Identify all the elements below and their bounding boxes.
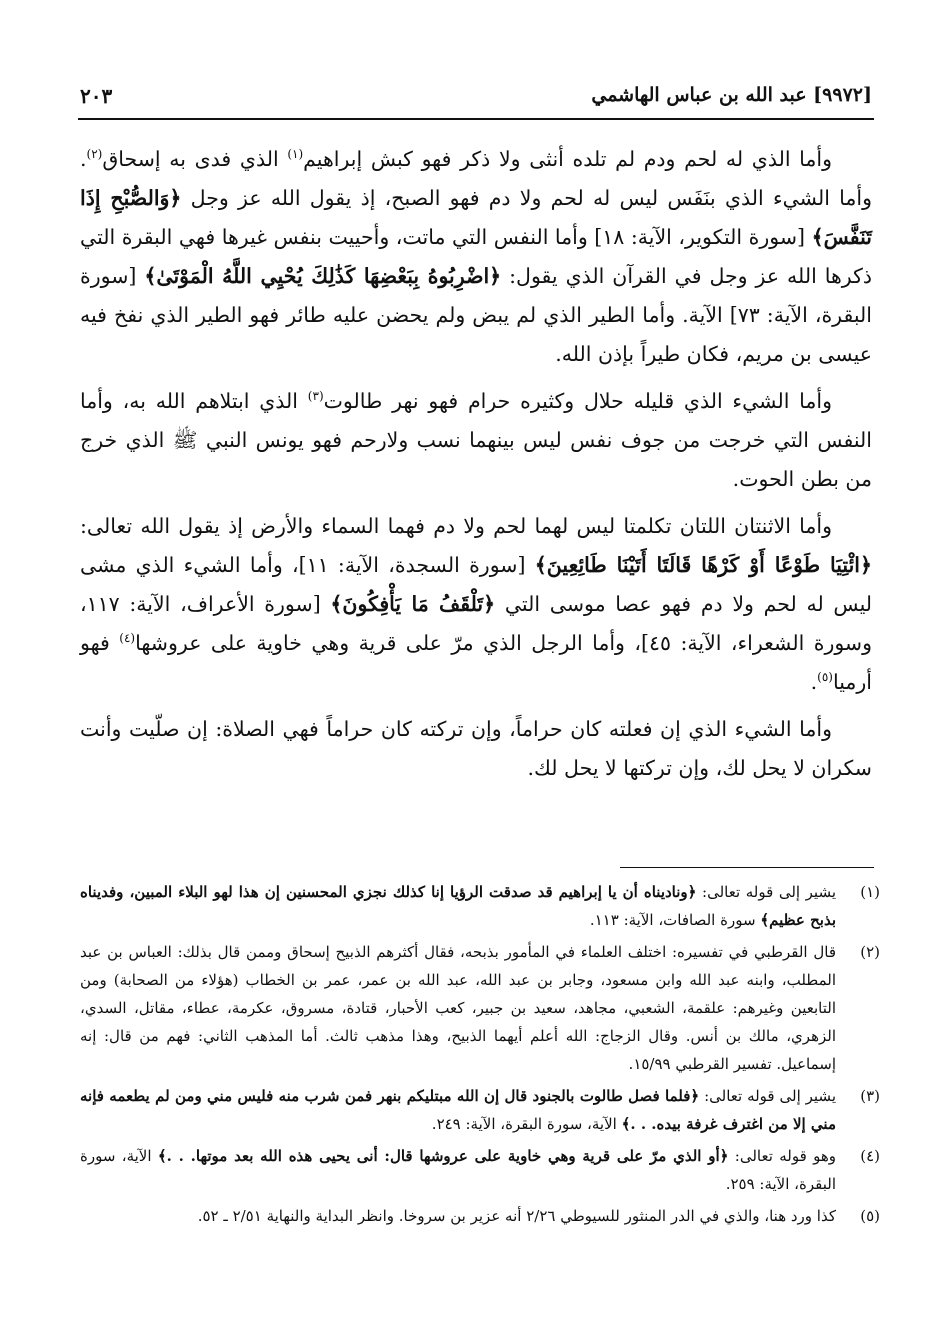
footnote-number: (١) — [860, 883, 880, 901]
text-segment: الذي فدى به إسحاق — [102, 147, 288, 171]
fn-plain: الآية، سورة البقرة، الآية: ٢٤٩. — [431, 1115, 622, 1133]
main-text — [80, 140, 872, 796]
text-segment: وأما الشيء الذي إن فعلته كان حراماً، وإن تركته كان حراماً فهي الصلاة: إن صلّيت وأنت سكران لا يحل لك، وإن تركتها لا يحل لك. — [80, 717, 872, 780]
footnote-item — [80, 1202, 880, 1230]
footnote-number: (٥) — [860, 1207, 880, 1225]
footnote-item — [80, 1082, 880, 1138]
footnote-text — [80, 938, 836, 1078]
fn-plain: كذا ورد هنا، والذي في الدر المنثور للسيوطي ٢/٢٦ أنه عزير بن سروخا. وانظر البداية والنهاية ٢/٥١ ـ ٥٢. — [197, 1207, 836, 1225]
text-segment: [سورة البقرة، الآية: ٧٣] الآية. وأما الطير الذي لم يبض ولم يحضن عليه طائر فهو الطير الذي نفخ فيه عيسى بن مريم، فكان طيراً بإذن الله. — [80, 264, 872, 366]
footnote-text — [80, 1082, 836, 1138]
paragraph-3 — [80, 507, 872, 702]
footnote-number: (٣) — [860, 1087, 880, 1105]
fn-quote: ﴿أو الذي مرّ على قرية وهي خاوية على عروشها قال: أنى يحيى هذه الله بعد موتها. . .﴾ — [157, 1147, 729, 1165]
quran-quote: ﴿ائْتِيَا طَوْعًا أَوْ كَرْهًا قَالَتَا أَتَيْنَا طَائِعِينَ﴾ — [534, 553, 873, 577]
running-header — [80, 82, 872, 116]
footnote-ref: (٣) — [307, 389, 324, 404]
footnote-item — [80, 938, 880, 1078]
fn-plain: وهو قوله تعالى: — [728, 1147, 836, 1165]
text-segment: وأما الذي له لحم ودم لم تلده أنثى ولا ذكر فهو كبش إبراهيم — [303, 147, 833, 171]
fn-plain: يشير إلى قوله تعالى: — [696, 883, 837, 901]
header-title: [٩٩٧٢] عبد الله بن عباس الهاشمي — [591, 84, 872, 106]
footnote-separator — [620, 867, 874, 868]
footnote-number: (٤) — [860, 1147, 880, 1165]
text-segment: وأما الاثنتان اللتان تكلمتا ليس لهما لحم ولا دم فهما السماء والأرض إذ يقول الله تعالى: — [80, 514, 832, 538]
text-segment: . وأما الشيء الذي بنَفَس ليس له لحم ولا دم فهو الصبح، إذ يقول الله عز وجل — [80, 147, 872, 210]
text-segment: [سورة الأعراف، الآية: ١١٧، وسورة الشعراء، الآية: ٤٥]، وأما الرجل الذي مرّ على قرية وهي خاوية على عروشها — [80, 592, 873, 655]
text-segment: فهو أرميا — [80, 631, 872, 694]
footnote-text — [80, 1202, 836, 1230]
fn-quote: ﴿وناديناه أن يا إبراهيم قد صدقت الرؤيا إنا كذلك نجزي المحسنين إن هذا لهو البلاء المبين، وفديناه بذبح عظيم﴾ — [80, 883, 836, 929]
paragraph-1 — [80, 140, 872, 374]
footnotes — [80, 878, 880, 1234]
quran-quote: ﴿تَلْقَفُ مَا يَأْفِكُونَ﴾ — [330, 592, 496, 616]
footnote-text — [80, 1142, 836, 1198]
fn-plain: سورة الصافات، الآية: ١١٣. — [589, 911, 761, 929]
text-segment: [سورة السجدة، الآية: ١١]، وأما الشيء الذي مشى ليس له لحم ولا دم فهو عصا موسى التي — [80, 553, 872, 616]
quran-quote: ﴿اضْرِبُوهُ بِبَعْضِهَا كَذَٰلِكَ يُحْيِي اللَّهُ الْمَوْتَىٰ﴾ — [144, 264, 502, 288]
header-rule — [78, 118, 874, 120]
footnote-item — [80, 1142, 880, 1198]
quran-quote: ﴿وَالصُّبْحِ إِذَا تَنَفَّسَ﴾ — [80, 186, 872, 249]
page-number: ٢٠٣ — [80, 84, 113, 108]
fn-plain: يشير إلى قوله تعالى: — [699, 1087, 836, 1105]
text-segment: . — [810, 670, 818, 694]
paragraph-2 — [80, 382, 872, 499]
footnote-ref: (١) — [287, 147, 304, 162]
text-segment: الذي ابتلاهم الله به، وأما النفس التي خرجت من جوف نفس ليس بينهما نسب ولارحم فهو يونس النبي ﷺ الذي خرج من بطن الحوت. — [80, 389, 872, 491]
footnote-ref: (٥) — [817, 670, 833, 685]
footnote-number: (٢) — [860, 943, 880, 961]
footnote-ref: (٤) — [119, 631, 136, 646]
fn-plain: قال القرطبي في تفسيره: اختلف العلماء في المأمور بذبحه، فقال أكثرهم الذبيح إسحاق وممن قال بذلك: العباس بن عبد المطلب، وابنه عبد الله وابن مسعود، وجابر بن عبد الله، عبد الله بن عمر، عمر بن الخطاب (هؤلاء من الصحابة) ومن التابعين وغيرهم: علقمة، الشعبي، مجاهد، سعيد بن جبير، كعب الأحبار، قتادة، مسروق، عكرمة، عطاء، مقاتل، السدي، الزهري، مالك بن أنس. وقال الزجاج: الله أعلم أيهما الذبيح، وهذا مذهب ثالث. أما المذهب الثاني: فهم من قال: إنه إسماعيل. تفسير القرطبي ١٥/٩٩. — [80, 943, 836, 1073]
text-segment: [سورة التكوير، الآية: ١٨] وأما النفس التي ماتت، وأحييت بنفس غيرها فهي البقرة التي ذكرها الله عز وجل في القرآن الذي يقول: — [80, 225, 872, 288]
text-segment: وأما الشيء الذي قليله حلال وكثيره حرام فهو نهر طالوت — [323, 389, 832, 413]
fn-plain: الآية، سورة البقرة، الآية: ٢٥٩. — [80, 1147, 836, 1193]
paragraph-4 — [80, 710, 872, 788]
footnote-item — [80, 878, 880, 934]
footnote-text — [80, 878, 836, 934]
footnote-ref: (٢) — [86, 147, 103, 162]
fn-quote: ﴿فلما فصل طالوت بالجنود قال إن الله مبتليكم بنهر فمن شرب منه فليس مني ومن لم يطعمه فإنه مني إلا من اغترف غرفة بيده. . .﴾ — [80, 1087, 836, 1133]
